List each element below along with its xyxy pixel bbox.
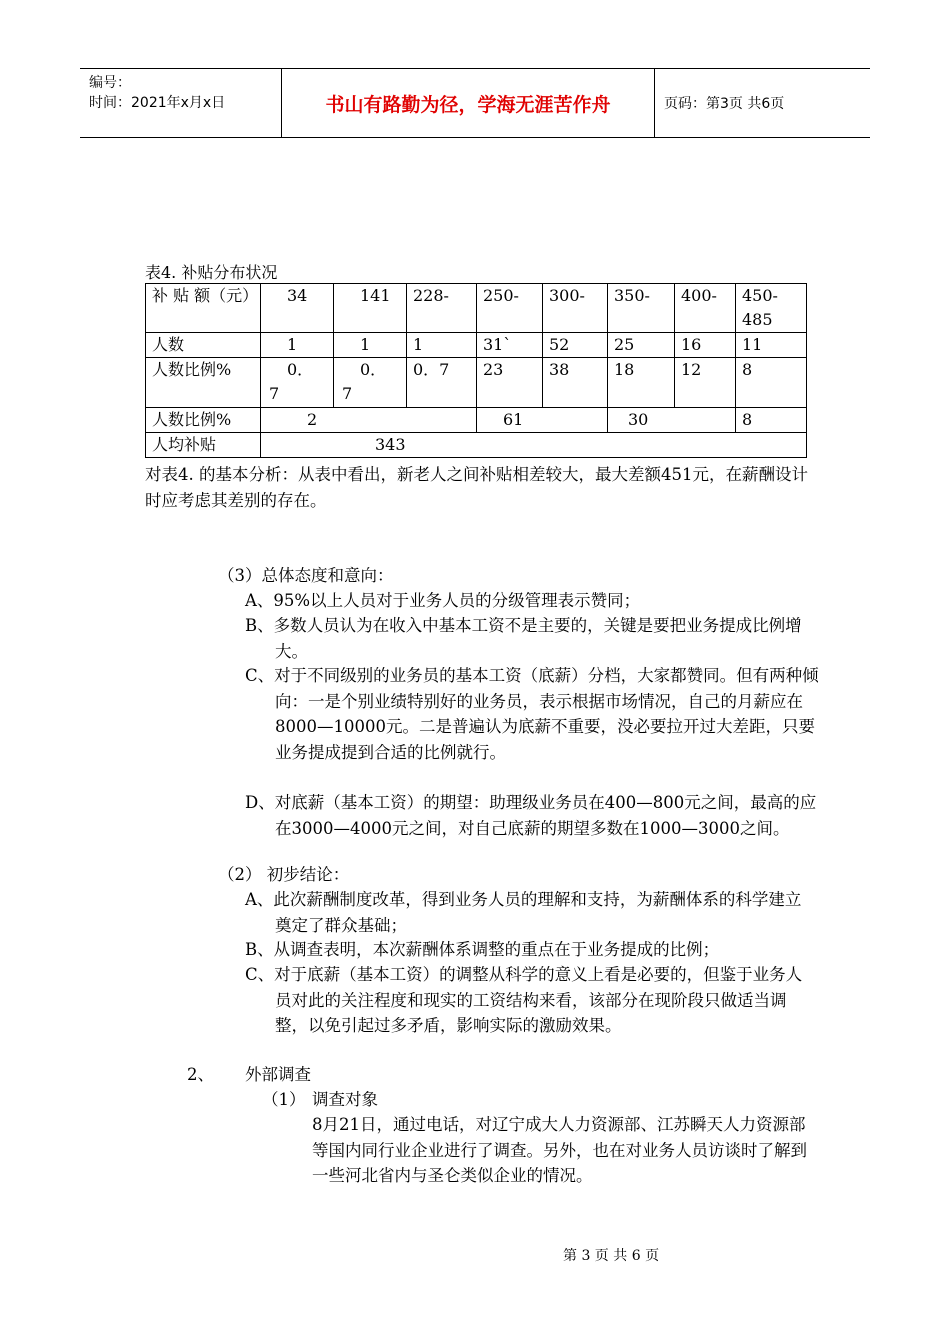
list-item: B、多数人员认为在收入中基本工资不是主要的，关键是要把业务提成比例增大。 [245, 616, 802, 661]
section-number: 2、 [187, 1065, 214, 1084]
subsection-title: 调查对象 [312, 1090, 378, 1109]
section-2-title: （2） 初步结论： [218, 865, 350, 884]
subsection-text: 8月21日，通过电话，对辽宁成大人力资源部、江苏瞬天人力资源部等国内同行业企业进行了调查。另外，也在对业务人员访谈时了解到一些河北省内与圣仑类似企业的情况。 [312, 1115, 807, 1185]
list-item: C、对于底薪（基本工资）的调整从科学的意义上看是必要的，但鉴于业务人员对此的关注程度和现实的工资结构来看，该部分在现阶段只做适当调整，以免引起过多矛盾，影响实际的激励效果。 [245, 965, 803, 1035]
time-label: 时间：2021年x月x日 [89, 95, 226, 111]
list-item: A、95%以上人员对于业务人员的分级管理表示赞同； [245, 591, 641, 610]
table-row [146, 433, 807, 458]
list-item: A、此次薪酬制度改革，得到业务人员的理解和支持，为薪酬体系的科学建立奠定了群众基础； [245, 890, 802, 935]
table-cell: 300- [543, 284, 608, 333]
section-title: 外部调查 [245, 1065, 311, 1084]
table-cell: 343 [261, 433, 807, 458]
header-page-info: 页码：第3页 共6页 [664, 96, 785, 112]
table-cell: 2 [261, 408, 477, 433]
table-cell: 8 [736, 358, 807, 408]
table-cell: 12 [675, 358, 736, 408]
row-label: 补 贴 额（元） [146, 284, 261, 333]
table-row [146, 284, 807, 333]
number-label: 编号： [89, 75, 131, 91]
table-cell: 16 [675, 333, 736, 358]
table-cell: 141 [334, 284, 407, 333]
table-cell: 18 [608, 358, 675, 408]
row-label: 人均补贴 [146, 433, 261, 458]
table-cell: 52 [543, 333, 608, 358]
table-analysis: 对表4. 的基本分析：从表中看出，新老人之间补贴相差较大，最大差额451元，在薪酬设计时应考虑其差别的存在。 [145, 465, 808, 510]
table-cell: 400- [675, 284, 736, 333]
table-cell: 1 [407, 333, 477, 358]
table-cell: 0．7 [334, 358, 407, 408]
table-cell: 250- [477, 284, 543, 333]
header-motto: 书山有路勤为径，学海无涯苦作舟 [282, 69, 655, 137]
table-cell: 1 [334, 333, 407, 358]
table-cell: 0．7 [261, 358, 334, 408]
row-label: 人数 [146, 333, 261, 358]
page-header [80, 68, 870, 138]
table-cell: 30 [608, 408, 736, 433]
table-cell: 228- [407, 284, 477, 333]
subsidy-table [145, 283, 807, 458]
table-cell: 1 [261, 333, 334, 358]
table-cell: 11 [736, 333, 807, 358]
row-label: 人数比例% [146, 358, 261, 408]
table-caption: 表4. 补贴分布状况 [145, 263, 278, 282]
table-cell: 31` [477, 333, 543, 358]
list-item: D、对底薪（基本工资）的期望：助理级业务员在400—800元之间，最高的应在3000—4000元之间，对自己底薪的期望多数在1000—3000之间。 [245, 793, 817, 838]
table-cell: 61 [477, 408, 608, 433]
table-cell: 25 [608, 333, 675, 358]
table-cell: 350- [608, 284, 675, 333]
table-cell: 38 [543, 358, 608, 408]
subsection-number: （1） [262, 1090, 306, 1109]
table-cell: 34 [261, 284, 334, 333]
list-item: B、从调查表明，本次薪酬体系调整的重点在于业务提成的比例； [245, 940, 720, 959]
table-cell: 23 [477, 358, 543, 408]
list-item: C、对于不同级别的业务员的基本工资（底薪）分档，大家都赞同。但有两种倾向：一是个别业绩特别好的业务员，表示根据市场情况，自己的月薪应在8000—10000元。二是普遍认为底薪不重要，没必要拉开过大差距，只要业务提成提到合适的比例就行。 [245, 666, 819, 762]
table-row [146, 333, 807, 358]
row-label: 人数比例% [146, 408, 261, 433]
header-meta [80, 69, 282, 137]
page-footer: 第 3 页 共 6 页 [563, 1248, 660, 1264]
table-cell: 0．7 [407, 358, 477, 408]
table-cell: 8 [736, 408, 807, 433]
table-cell: 450-485 [736, 284, 807, 333]
section-3-title: （3）总体态度和意向： [218, 566, 394, 585]
table-row [146, 408, 807, 433]
table-row [146, 358, 807, 408]
